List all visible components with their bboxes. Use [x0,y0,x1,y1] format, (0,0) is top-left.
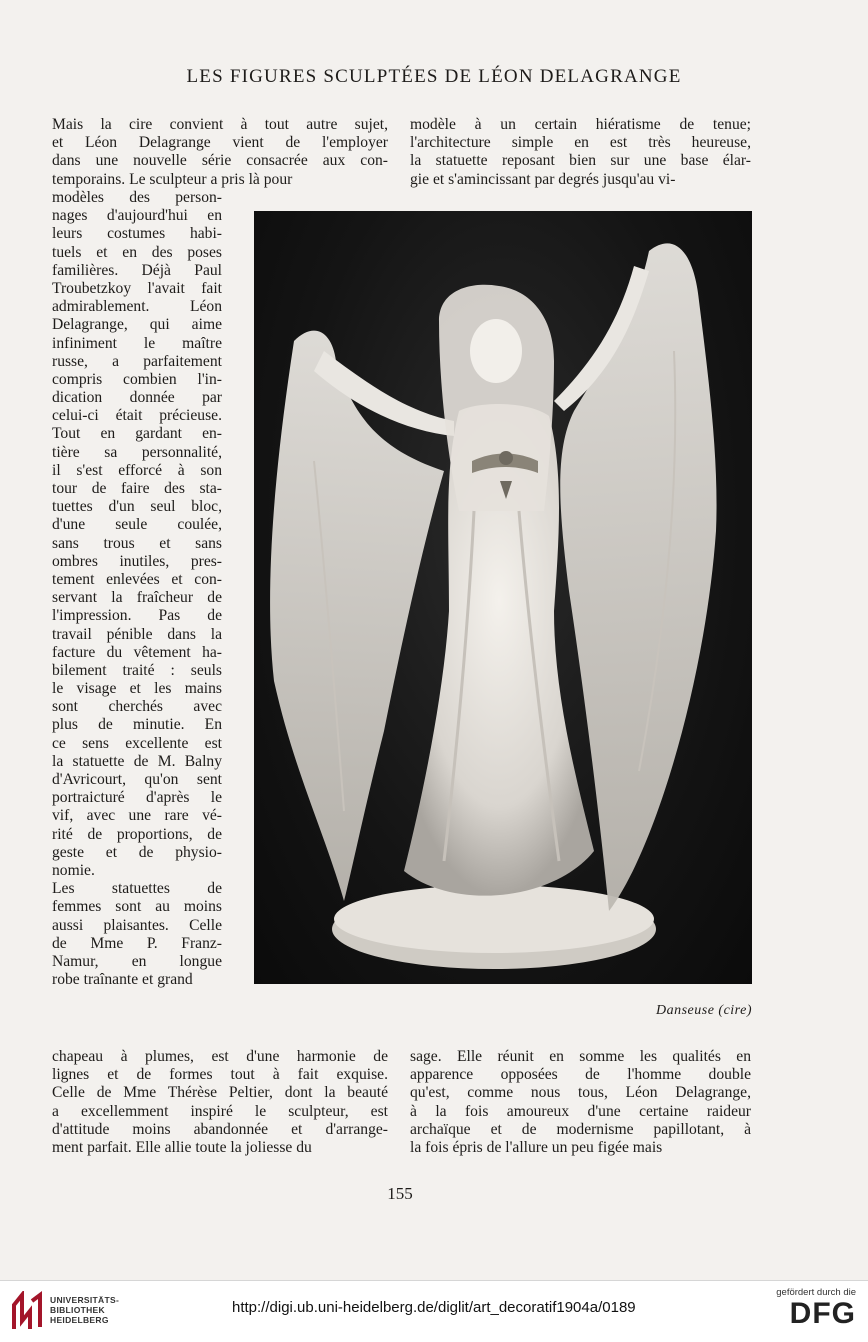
text-line: l'architecture simple en est très heureuse, [410,134,751,152]
text-line: Namur, en longue [52,952,222,970]
text-line: Mais la cire convient à tout autre sujet, [52,116,388,133]
text-line: geste et de physio- [52,843,222,861]
text-line: ce sens excellente est [52,734,222,752]
text-line: infiniment le maître [52,334,222,352]
text-line: sans trous et sans [52,534,222,552]
text-line: modèle à un certain hiératisme de tenue; [410,116,751,133]
text-line: dication donnée par [52,389,222,407]
text-line: admirablement. Léon [52,298,222,316]
sculpture-photograph [254,211,752,984]
text-line: servant la fraîcheur de [52,589,222,607]
text-line: russe, a parfaitement [52,352,222,370]
text-line: leurs costumes habi- [52,225,222,243]
dancer-statuette-illustration [254,211,752,984]
text-line: dans une nouvelle série consacrée aux con- [52,152,388,170]
text-line: tuettes d'un seul bloc, [52,498,222,516]
text-line: de Mme P. Franz- [52,934,222,952]
text-line: d'attitude moins abandonnée et d'arrange- [52,1120,388,1138]
text-line: d'une seule coulée, [52,516,222,534]
text-line: lignes et de formes tout à fait exquise. [52,1066,388,1084]
left-column-top-text [52,116,388,189]
sponsor-note: gefördert durch die [776,1287,856,1298]
text-line: compris combien l'in- [52,370,222,388]
text-line: tuels et en des poses [52,243,222,261]
figure-caption: Danseuse (cire) [655,1003,752,1018]
right-column-top-text [410,116,751,189]
digitization-footer [0,1280,868,1342]
text-line: celui-ci était précieuse. [52,407,222,425]
running-head: LES FIGURES SCULPTÉES DE LÉON DELAGRANGE [186,66,682,87]
text-line: bilement traité : seuls [52,661,222,679]
dfg-logo-text: DFG [789,1297,856,1330]
text-line: ment parfait. Elle allie toute la joliesse du [52,1138,312,1156]
text-line: la fois épris de l'allure un peu figée mais [410,1138,663,1156]
library-line-1: UNIVERSITÄTS- [50,1295,120,1305]
university-library-logo[interactable] [10,1289,120,1333]
text-line: nages d'aujourd'hui en [52,207,222,225]
text-line: tière sa personnalité, [52,443,222,461]
text-line: femmes sont au moins [52,898,222,916]
text-line: d'Avricourt, qu'on sent [52,771,222,788]
text-line: travail pénible dans la [52,625,222,643]
text-line: nomie. [52,861,95,879]
text-line: ombres inutiles, pres- [52,552,222,570]
text-line: plus de minutie. En [52,716,222,734]
right-column-bottom-text [410,1048,751,1157]
text-line: à la fois amoureux d'une certaine raideur [410,1102,751,1120]
narrow-column-text [52,189,222,989]
text-line: chapeau à plumes, est d'une harmonie de [52,1048,388,1065]
text-line: vif, avec une rare vé- [52,807,222,825]
text-line: le visage et les mains [52,680,222,698]
library-emblem-icon [10,1291,42,1331]
text-line: sage. Elle réunit en somme les qualités en [410,1048,751,1065]
text-line: portraicturé d'après le [52,789,222,807]
text-line: facture du vêtement ha- [52,643,222,661]
text-line: robe traînante et grand [52,971,193,989]
library-line-3: HEIDELBERG [50,1315,109,1325]
text-line: familières. Déjà Paul [52,261,222,279]
text-line: sont cherchés avec [52,698,222,716]
text-line: il s'est efforcé à son [52,461,222,479]
text-line: temporains. Le sculpteur a pris là pour [52,170,293,188]
text-line: la statuette reposant bien sur une base élar- [410,152,751,170]
text-line: rité de proportions, de [52,825,222,843]
left-column-bottom-text [52,1048,388,1157]
text-line: aussi plaisantes. Celle [52,916,222,934]
text-line: Troubetzkoy l'avait fait [52,279,222,297]
text-line: Les statuettes de [52,880,222,898]
text-line: archaïque et de modernisme papillotant, à [410,1120,751,1138]
page-number: 155 [387,1184,413,1203]
text-line: apparence opposées de l'homme double [410,1066,751,1084]
text-line: gie et s'amincissant par degrés jusqu'au vi- [410,170,676,188]
text-line: et Léon Delagrange vient de l'employer [52,134,388,152]
permalink-url[interactable]: http://digi.ub.uni-heidelberg.de/diglit/art_decoratif1904a/0189 [232,1299,636,1316]
text-line: la statuette de M. Balny [52,752,222,770]
text-line: qu'est, comme nous tous, Léon Delagrange, [410,1084,751,1102]
text-line: tour de faire des sta- [52,480,222,497]
library-name [50,1295,119,1325]
text-line: modèles des person- [52,189,222,206]
library-line-2: BIBLIOTHEK [50,1305,105,1315]
text-line: Delagrange, qui aime [52,316,222,334]
text-line: tement enlevées et con- [52,570,222,588]
text-line: Celle de Mme Thérèse Peltier, dont la beauté [52,1084,388,1102]
dfg-sponsor-logo[interactable] [766,1287,856,1330]
text-line: l'impression. Pas de [52,607,222,625]
text-line: Tout en gardant en- [52,425,222,443]
text-line: a excellemment inspiré le sculpteur, est [52,1102,388,1120]
